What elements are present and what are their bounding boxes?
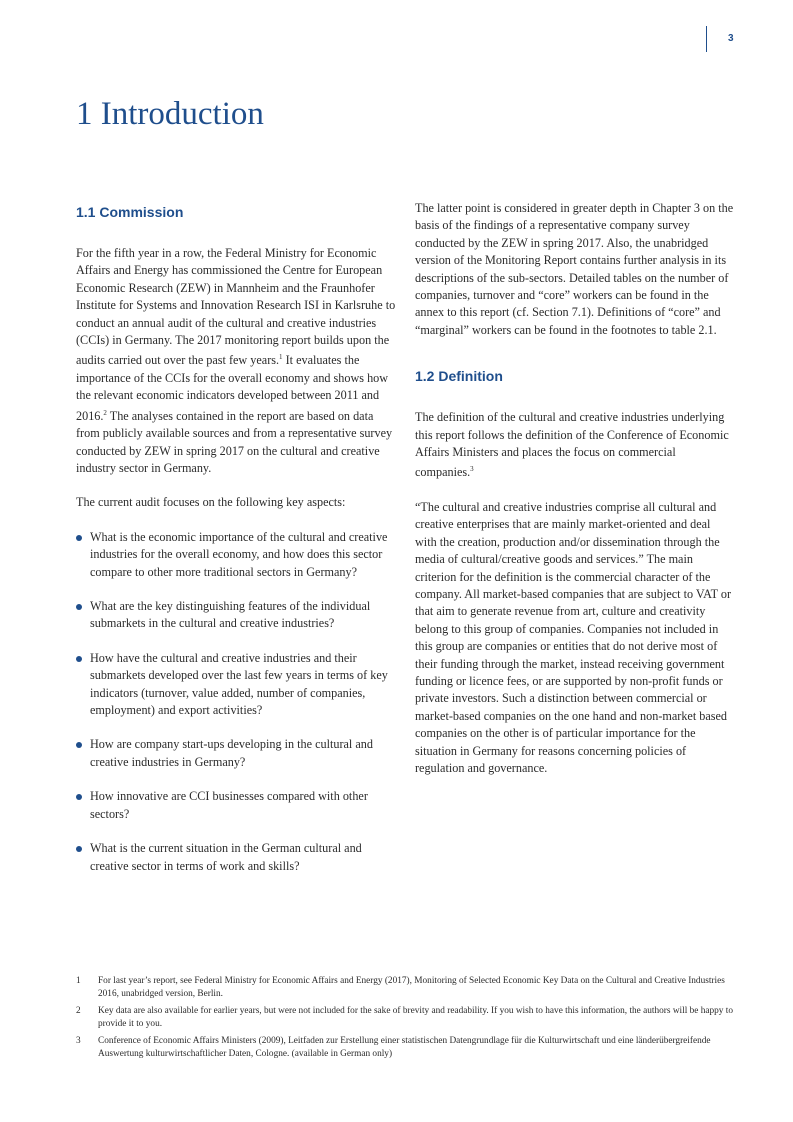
bullet-icon <box>76 742 82 748</box>
chapter-title: 1 Introduction <box>76 96 264 132</box>
bullet-icon <box>76 535 82 541</box>
focus-intro-paragraph: The current audit focuses on the following key aspects: <box>76 495 346 510</box>
list-item: What are the key distinguishing features of the individual submarkets in the cultural and creative industries? <box>76 598 398 633</box>
right-column <box>415 200 735 794</box>
definition-paragraph: The definition of the cultural and creative industries underlying this report follows the definition of the Conference of Economic Affairs Ministers and places the focus on commercial companies.$^3$ <box>415 410 729 480</box>
bullet-icon <box>76 846 82 852</box>
footnote: 3 Conference of Economic Affairs Ministers (2009), Leitfaden zur Erstellung einer statistischen Datengrundlage für die Kulturwirtschaft und eine länderübergreifende Auswertung kulturwirtschaftlicher Daten, Cologne. (available in German only) <box>76 1035 711 1060</box>
section-heading-commission: 1.1 Commission <box>76 204 184 220</box>
definition-quote: “The cultural and creative industries comprise all cultural and creative enterprises that are mainly market-oriented and deal with the creation, production and/or dissemination through the media of cultural/creative goods and services.” The main criterion for the definition is the commercial character of the company. All market-based companies that are subject to VAT or that aim to generate revenue from art, culture and creativity belong to this group of companies. Companies not included in this group are companies or entities that do not derive most of their funding through the market, instead receiving government funding or licence fees, or are supported by non-profit funds or private investors. Such a distinction between commercial or market-based companies on the one hand and non-market based companies on the other is of particular importance for the situation in Germany for reasons concerning policies of regulation and governance. <box>415 499 732 776</box>
header-rule <box>706 26 707 52</box>
list-item: What is the economic importance of the cultural and creative industries for the overall economy, and how does this sector compare to other more traditional sectors in Germany? <box>76 529 398 581</box>
list-item: How innovative are CCI businesses compared with other sectors? <box>76 788 398 823</box>
page-number: 3 <box>728 33 734 44</box>
key-aspects-list <box>76 529 398 875</box>
bullet-icon <box>76 656 82 662</box>
list-item: How are company start-ups developing in the cultural and creative industries in Germany? <box>76 736 398 771</box>
list-item: What is the current situation in the German cultural and creative sector in terms of work and skills? <box>76 840 398 875</box>
footnote-ref-3: 3 <box>470 465 474 474</box>
footnote: 2 Key data are also available for earlier years, but were not included for the sake of brevity and readability. If you wish to have this information, the authors will be happy to provide it to you. <box>76 1005 733 1030</box>
latter-point-paragraph: The latter point is considered in greater depth in Chapter 3 on the basis of the findings of a representative company survey conducted by the ZEW in spring 2017. Also, the unabridged version of the Monitoring Report contains further analysis in its descriptions of the sub-sectors. Detailed tables on the number of companies, turnover and “core” workers can be found in the annex to this report (cf. Section 7.1). Definitions of “core” and “marginal” workers can be found in the footnotes to table 2.1. <box>415 201 734 337</box>
footnote-ref-2: 2 <box>103 408 107 417</box>
commission-paragraph: For the fifth year in a row, the Federal Ministry for Economic Affairs and Energy has commissioned the Centre for European Economic Research (ZEW) in Mannheim and the Fraunhofer Institute for Systems and Innovation Research ISI in Karlsruhe to conduct an annual audit of the cultural and creative industries (CCIs) in Germany. The 2017 monitoring report builds upon the audits carried out over the past few years.$^1$ It evaluates the importance of the CCIs for the overall economy and shows how the relevant economic indicators developed between 2011 and 2016.$^2$ The analyses contained in the report are based on data from publicly available sources and from a representative survey conducted by ZEW in spring 2017 on the cultural and creative industry sector in Germany. <box>76 246 396 475</box>
footnotes <box>76 975 736 1064</box>
section-heading-definition: 1.2 Definition <box>415 368 503 385</box>
left-column <box>76 200 398 892</box>
footnote-ref-1: 1 <box>279 353 283 362</box>
footnote: 1 For last year’s report, see Federal Ministry for Economic Affairs and Energy (2017), Monitoring of Selected Economic Key Data on the Cultural and Creative Industries 2016, unabridged version, Berlin. <box>76 976 725 1000</box>
bullet-icon <box>76 604 82 610</box>
list-item: How have the cultural and creative industries and their submarkets developed over the last few years in terms of key indicators (turnover, value added, number of companies, employment) and export activities? <box>76 650 398 720</box>
bullet-icon <box>76 794 82 800</box>
